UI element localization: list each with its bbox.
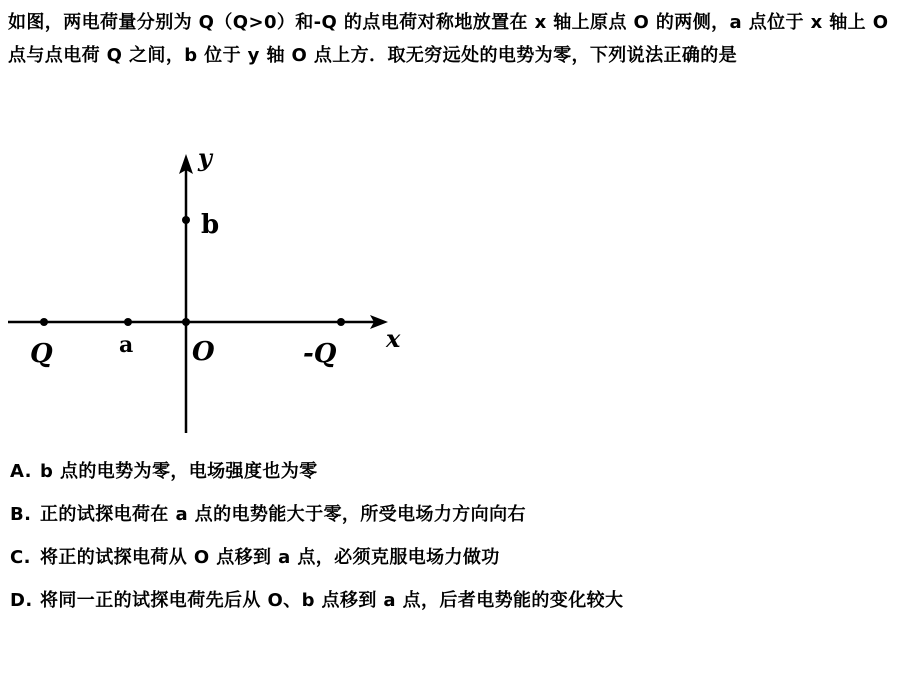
option-text: 将正的试探电荷从 O 点移到 a 点，必须克服电场力做功 bbox=[40, 547, 500, 568]
point-a-dot bbox=[124, 318, 132, 326]
option-letter: C. bbox=[10, 547, 31, 568]
axis-y-label: y bbox=[198, 143, 212, 172]
axis-x-label: x bbox=[386, 324, 401, 353]
charge-left-dot bbox=[40, 318, 48, 326]
option-letter: A. bbox=[10, 461, 32, 482]
charge-left-label: Q bbox=[30, 339, 53, 369]
option-text: b 点的电势为零，电场强度也为零 bbox=[40, 461, 318, 482]
option-letter: D. bbox=[10, 590, 33, 611]
option-text: 将同一正的试探电荷先后从 O、b 点移到 a 点，后者电势能的变化较大 bbox=[40, 590, 624, 611]
charge-right-label: -Q bbox=[303, 339, 337, 369]
origin-dot bbox=[182, 318, 190, 326]
question-stem: 如图，两电荷量分别为 Q（Q>0）和-Q 的点电荷对称地放置在 x 轴上原点 O 的两侧，a 点位于 x 轴上 O 点与点电荷 Q 之间，b 位于 y 轴 O 点上方．取无穷远处的电势为零，下列说法正确的是 bbox=[8, 12, 889, 66]
option-a[interactable] bbox=[10, 450, 910, 493]
option-text: 正的试探电荷在 a 点的电势能大于零，所受电场力方向向右 bbox=[40, 504, 526, 525]
option-b[interactable] bbox=[10, 493, 910, 536]
origin-label: O bbox=[192, 337, 215, 367]
point-b-dot bbox=[182, 216, 190, 224]
charge-diagram bbox=[0, 140, 420, 440]
options-list bbox=[10, 450, 910, 622]
point-b-label: b bbox=[201, 210, 220, 240]
option-c[interactable] bbox=[10, 536, 910, 579]
option-d[interactable] bbox=[10, 579, 910, 622]
charge-right-dot bbox=[337, 318, 345, 326]
point-a-label: a bbox=[119, 332, 134, 358]
option-letter: B. bbox=[10, 504, 32, 525]
